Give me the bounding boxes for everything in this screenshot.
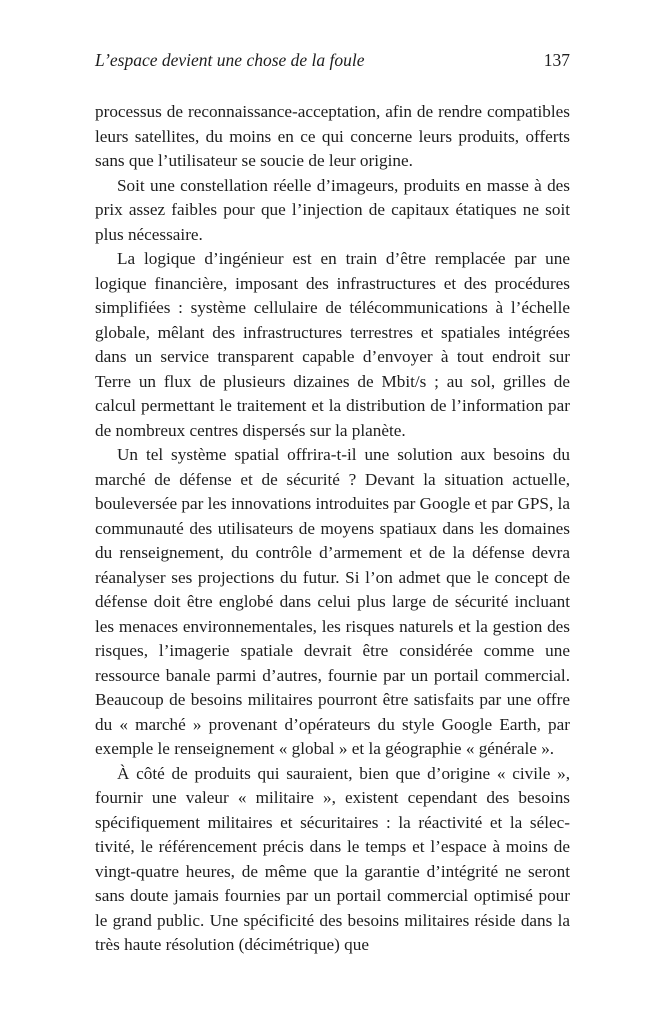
paragraph: Soit une constellation réelle d’imageurs, produits en masse à des prix assez faibles pour que l’injection de capitaux étatiques ne soit plus nécessaire. (95, 175, 570, 244)
paragraph: À côté de produits qui sauraient, bien que d’origine « civile », fournir une valeur « militaire », existent cependant des besoins spécifiquement militaires et sécuritaires : la réactivité et la sélectivité, le référencement précis dans le temps et l’espace à moins de vingt-quatre heures, de même que la garantie d’intégrité ne seront sans doute jamais fournies par un portail commercial optimisé pour le grand public. Une spécificité des besoins militaires réside dans la très haute résolution (décimétrique) que (95, 763, 570, 954)
running-header (95, 50, 570, 76)
page-number: 137 (543, 50, 570, 70)
page-content (95, 50, 570, 958)
paragraph: processus de reconnaissance-acceptation, afin de rendre compatibles leurs satellites, du moins en ce qui concerne leurs produits, offerts sans que l’utilisateur se soucie de leur origine. (95, 102, 570, 170)
running-title: L’espace devient une chose de la foule (95, 50, 365, 70)
paragraph: Un tel système spatial offrira-t-il une solution aux besoins du marché de défense et de sécurité ? Devant la situation actuelle, bouleversée par les innovations introduites par Google et par GPS, la communauté des utilisateurs de moyens spatiaux dans les domaines du renseignement, du contrôle d’armement et de la défense devra réanalyser ses projections du futur. Si l’on admet que le concept de défense doit être englobé dans celui plus large de sécurité incluant les menaces environnementales, les risques naturels et la gestion des risques, l’imagerie spatiale devrait être considérée comme une ressource banale parmi d’autres, fournie par un portail commercial. Beaucoup de besoins militaires pourront être satisfaits par une offre du « marché » provenant d’opérateurs du style Google Earth, par exemple le renseignement « global » et la géographie « générale ». (95, 445, 570, 758)
body-text (95, 100, 570, 958)
paragraph: La logique d’ingénieur est en train d’être remplacée par une logique financière, imposant des infrastructures et des procédures simplifiées : système cellulaire de télécommunications à l’échelle globale, mêlant des infrastructures terrestres et spatiales intégrées dans un service transparent capable d’envoyer à tout endroit sur Terre un flux de plusieurs dizaines de Mbit/s ; au sol, grilles de calcul permettant le traitement et la distribution de l’information par de nombreux centres dispersés sur la planète. (95, 249, 570, 440)
